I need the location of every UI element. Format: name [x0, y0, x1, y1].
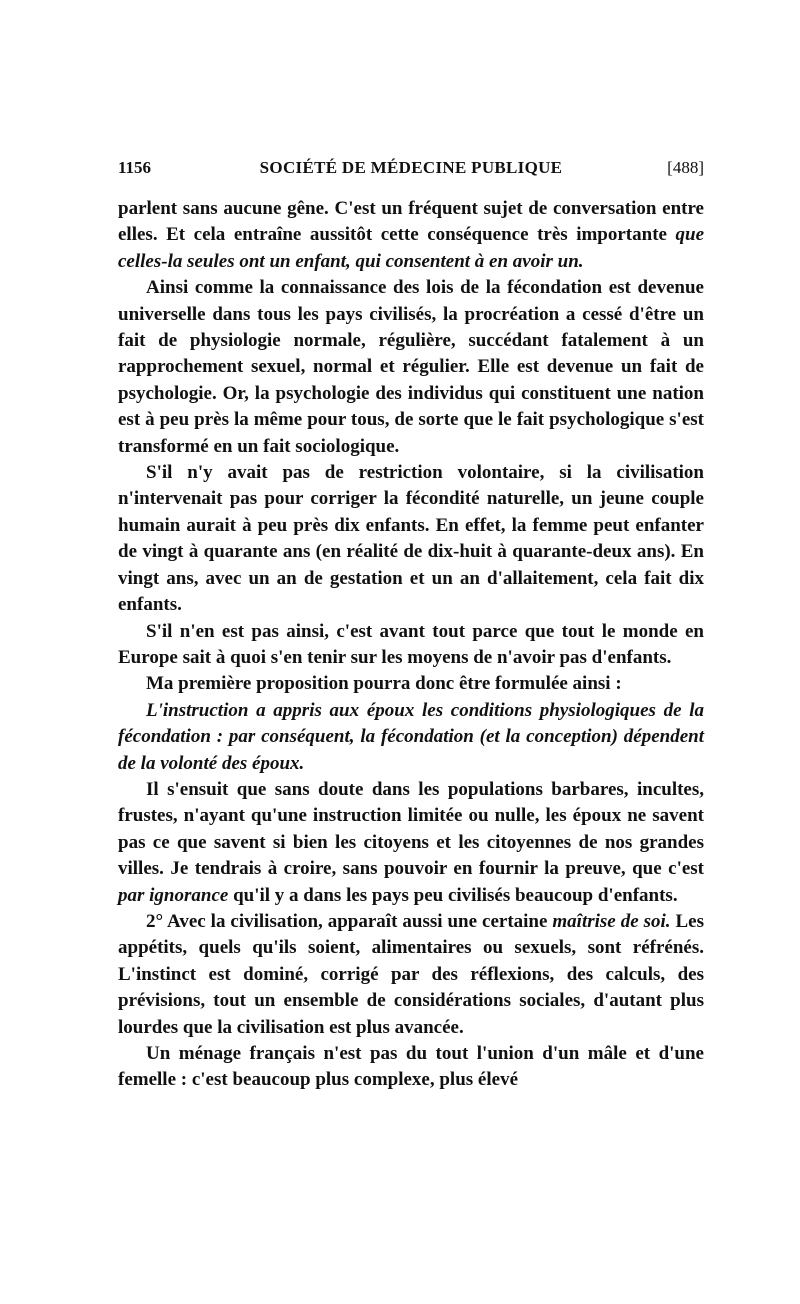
paragraph-7 — [118, 777, 704, 909]
paragraph-4: S'il n'en est pas ainsi, c'est avant tout parce que tout le monde en Europe sait à quoi s'en tenir sur les moyens de n'avoir pas d'enfants. — [118, 620, 704, 668]
paragraph-3: S'il n'y avait pas de restriction volontaire, si la civilisation n'intervenait pas pour corriger la fécondité naturelle, un jeune couple humain aurait à peu près dix enfants. En effet, la femme peut enfanter de vingt à quarante ans (en réalité de dix-huit à quarante-deux ans). En vingt ans, avec un an de gestation et un an d'allaitement, cela fait dix enfants. — [118, 462, 704, 616]
book-page — [118, 158, 704, 1094]
page-reference: [488] — [667, 158, 704, 177]
running-header — [118, 158, 704, 184]
paragraph-8-text-a: 2° Avec la civilisation, apparaît aussi une certaine — [146, 910, 553, 932]
paragraph-9: Un ménage français n'est pas du tout l'union d'un mâle et d'une femelle : c'est beaucoup plus complexe, plus élevé — [118, 1043, 704, 1091]
body-text — [118, 196, 704, 1094]
paragraph-8-text-b: Les appétits, quels qu'ils soient, alimentaires ou sexuels, sont réfrénés. L'instinct est dominé, corrigé par des réflexions, des calculs, des prévisions, tout un ensemble de considérations sociales, d'autant plus lourdes que la civilisation est plus avancée. — [118, 910, 704, 1038]
paragraph-5: Ma première proposition pourra donc être formulée ainsi : — [146, 673, 622, 695]
paragraph-7-text-b: qu'il y a dans les pays peu civilisés beaucoup d'enfants. — [228, 884, 678, 906]
paragraph-7-emphasis: par ignorance — [118, 884, 229, 906]
paragraph-7-text-a: Il s'ensuit que sans doute dans les populations barbares, incultes, frustes, n'ayant qu'une instruction limitée ou nulle, les époux ne savent pas ce que savent si bien les citoyens et les citoyennes de nos grandes villes. Je tendrais à croire, sans pouvoir en fournir la preuve, que c'est — [118, 778, 704, 880]
page-number: 1156 — [118, 158, 152, 177]
paragraph-1 — [118, 196, 704, 275]
paragraph-1-text: parlent sans aucune gêne. C'est un fréquent sujet de conversation entre elles. Et cela entraîne aussitôt cette conséquence très importante — [118, 198, 704, 246]
proposition-statement: L'instruction a appris aux époux les conditions physiologiques de la fécondation : par conséquent, la fécondation (et la conception) dépendent de la volonté des époux. — [118, 699, 704, 774]
paragraph-8 — [118, 909, 704, 1041]
paragraph-2: Ainsi comme la connaissance des lois de la fécondation est devenue universelle dans tous les pays civilisés, la procréation a cessé d'être un fait de physiologie normale, régulière, succédant fatalement à un rapprochement sexuel, normal et régulier. Elle est devenue un fait de psychologie. Or, la psychologie des individus qui constituent une nation est à peu près la même pour tous, de sorte que le fait psychologique s'est transformé en un fait sociologique. — [118, 277, 704, 457]
running-title: SOCIÉTÉ DE MÉDECINE PUBLIQUE — [259, 158, 563, 177]
paragraph-8-emphasis: maîtrise de soi. — [552, 910, 671, 932]
paragraph-1-emphasis: que celles-la seules ont un enfant, qui consentent à en avoir un. — [118, 224, 704, 272]
